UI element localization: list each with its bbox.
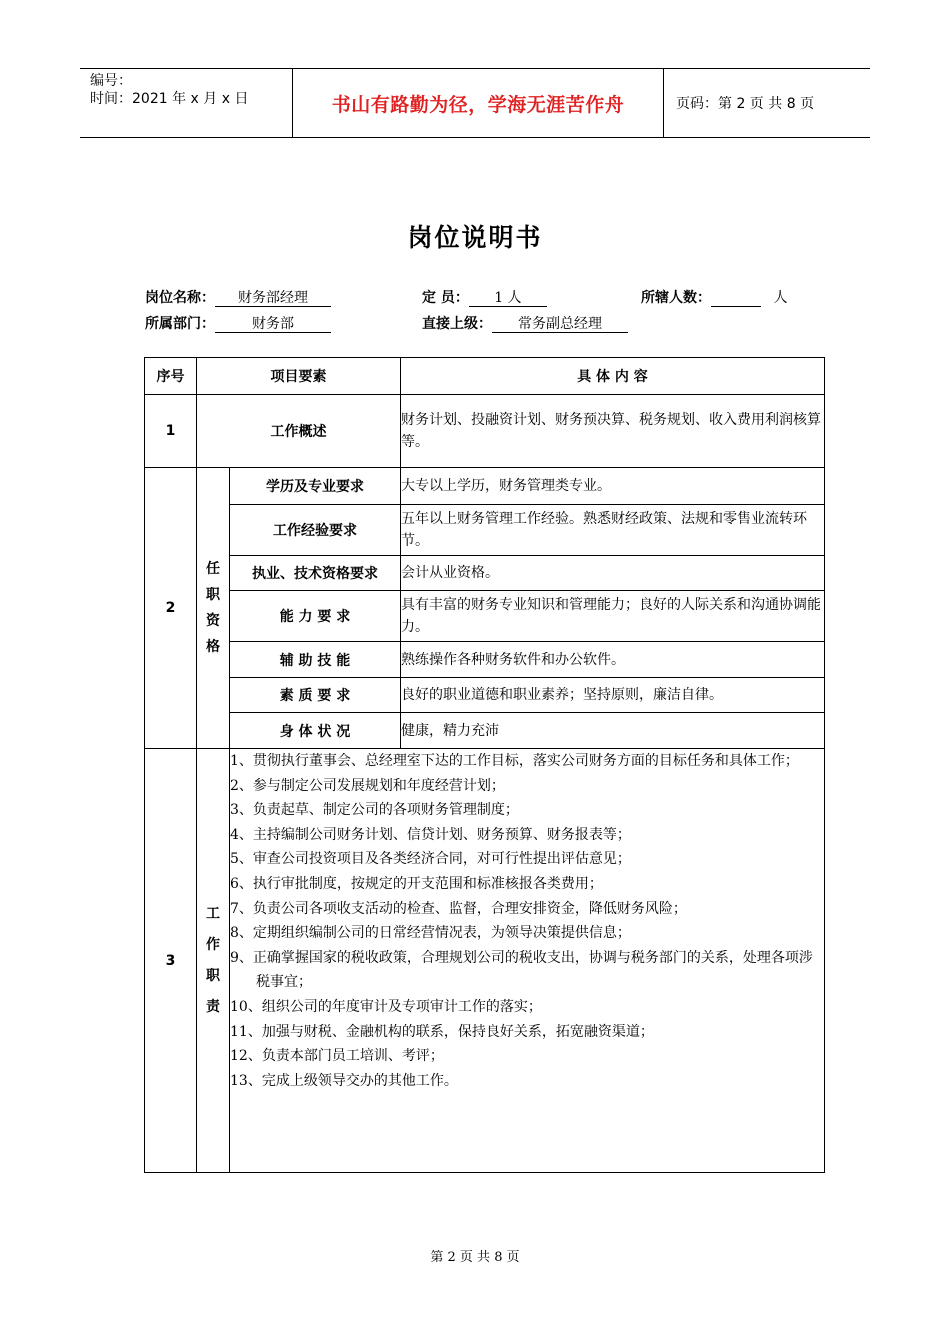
list-item: 13、完成上级领导交办的其他工作。 <box>230 1072 458 1089</box>
row-item: 工作概述 <box>197 395 401 468</box>
list-item: 11、加强与财税、金融机构的联系，保持良好关系，拓宽融资渠道； <box>230 1023 654 1040</box>
header-item: 项目要素 <box>197 358 401 395</box>
row-no: 1 <box>145 395 197 468</box>
row-no: 3 <box>145 749 197 1173</box>
document-title: 岗位说明书 <box>407 223 543 252</box>
time-label: 时间：2021 年 x 月 x 日 <box>90 91 249 107</box>
list-item: 10、组织公司的年度审计及专项审计工作的落实； <box>230 998 542 1015</box>
header-page-info: 页码：第 2 页 共 8 页 <box>676 96 815 112</box>
row-content: 会计从业资格。 <box>401 556 825 591</box>
dept-value: 财务部 <box>215 316 331 333</box>
number-label: 编号： <box>90 73 132 89</box>
quota-value: 1 人 <box>469 290 547 307</box>
row-item: 执业、技术资格要求 <box>230 556 401 591</box>
job-description-table <box>144 357 825 1173</box>
row-content: 良好的职业道德和职业素养；坚持原则，廉洁自律。 <box>401 678 825 713</box>
header-no: 序号 <box>145 358 197 395</box>
row-item: 工作经验要求 <box>230 505 401 556</box>
table-row <box>145 556 825 591</box>
row-content: 大专以上学历，财务管理类专业。 <box>401 468 825 505</box>
table-row <box>145 678 825 713</box>
list-item: 1、贯彻执行董事会、总经理室下达的工作目标，落实公司财务方面的目标任务和具体工作； <box>230 753 799 769</box>
subordinates-unit: 人 <box>773 290 788 306</box>
list-item: 4、主持编制公司财务计划、信贷计划、财务预算、财务报表等； <box>230 826 631 843</box>
dept-label: 所属部门： <box>145 316 215 332</box>
group-label-duties: 工 作 职 责 <box>197 749 230 1173</box>
list-item: 8、定期组织编制公司的日常经营情况表，为领导决策提供信息； <box>230 925 631 942</box>
row-item: 能 力 要 求 <box>230 591 401 642</box>
page-footer: 第 2 页 共 8 页 <box>430 1250 520 1265</box>
list-item: 3、负责起草、制定公司的各项财务管理制度； <box>230 802 519 819</box>
table-row <box>145 468 825 505</box>
list-item: 6、执行审批制度，按规定的开支范围和标准核报各类费用； <box>230 875 603 892</box>
info-position <box>145 287 331 307</box>
row-content: 具有丰富的财务专业知识和管理能力；良好的人际关系和沟通协调能力。 <box>401 591 825 642</box>
list-item: 5、审查公司投资项目及各类经济合同，对可行性提出评估意见； <box>230 851 631 868</box>
quota-label: 定 员： <box>422 290 469 306</box>
row-item: 学历及专业要求 <box>230 468 401 505</box>
row-no: 2 <box>145 468 197 749</box>
table-row <box>145 395 825 468</box>
header-content: 具 体 内 容 <box>401 358 825 395</box>
table-row <box>145 713 825 749</box>
table-row <box>145 749 825 1173</box>
position-label: 岗位名称： <box>145 290 215 306</box>
page-header <box>80 68 870 138</box>
list-item: 9、正确掌握国家的税收政策，合理规划公司的税收支出，协调与税务部门的关系，处理各项涉税事宜； <box>230 949 813 991</box>
table-header-row <box>145 358 825 395</box>
header-motto: 书山有路勤为径，学海无涯苦作舟 <box>292 69 664 137</box>
list-item: 12、负责本部门员工培训、考评； <box>230 1048 444 1065</box>
superior-label: 直接上级： <box>422 316 492 332</box>
info-superior <box>422 313 628 333</box>
row-item: 身 体 状 况 <box>230 713 401 749</box>
row-content: 财务计划、投融资计划、财务预决算、税务规划、收入费用利润核算等。 <box>401 395 825 468</box>
position-value: 财务部经理 <box>215 290 331 307</box>
table-row <box>145 591 825 642</box>
row-item: 素 质 要 求 <box>230 678 401 713</box>
row-content: 健康，精力充沛 <box>401 713 825 749</box>
group-label-qualifications: 任 职 资 格 <box>197 468 230 749</box>
list-item: 7、负责公司各项收支活动的检查、监督，合理安排资金，降低财务风险； <box>230 900 687 917</box>
info-quota <box>422 287 547 307</box>
row-content: 熟练操作各种财务软件和办公软件。 <box>401 642 825 678</box>
superior-value: 常务副总经理 <box>492 316 628 333</box>
subordinates-label: 所辖人数： <box>641 290 711 306</box>
row-content: 五年以上财务管理工作经验。熟悉财经政策、法规和零售业流转环节。 <box>401 505 825 556</box>
info-dept <box>145 313 331 333</box>
table-row <box>145 505 825 556</box>
info-subordinates <box>641 287 787 307</box>
list-item: 2、参与制定公司发展规划和年度经营计划； <box>230 777 505 794</box>
table-row <box>145 642 825 678</box>
subordinates-value <box>711 290 761 307</box>
header-meta <box>80 69 292 137</box>
duties-list <box>230 749 825 1173</box>
row-item: 辅 助 技 能 <box>230 642 401 678</box>
